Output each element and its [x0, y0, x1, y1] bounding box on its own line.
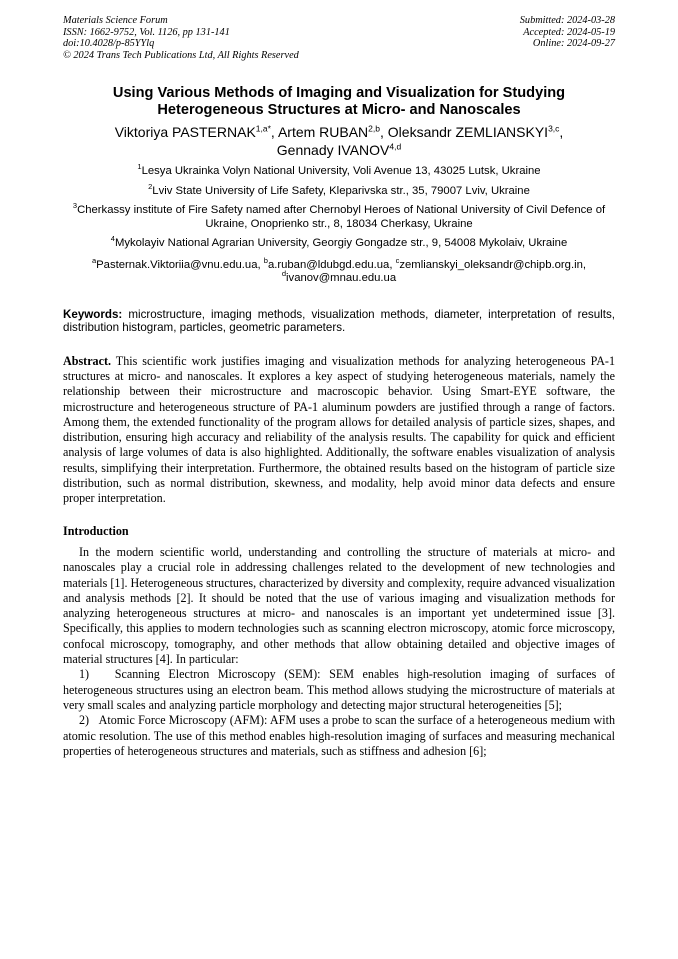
doi-line: doi:10.4028/p-85YYlq	[63, 38, 155, 50]
author-name: Artem RUBAN	[277, 124, 369, 140]
header-right	[520, 15, 615, 50]
affiliation-text: Lesya Ukrainka Volyn National University, Voli Avenue 13, 43025 Lutsk, Ukraine	[141, 165, 541, 177]
email-sup: d	[281, 269, 287, 279]
online-date: Online: 2024-09-27	[532, 38, 615, 50]
author	[115, 124, 278, 140]
paper-page	[63, 15, 615, 759]
keywords-label: Keywords:	[63, 307, 123, 321]
submitted-date: Submitted: 2024-03-28	[519, 15, 615, 26]
affiliation-4	[63, 234, 615, 251]
author-sup: 2,b	[368, 123, 380, 134]
list-item-sem: 1) Scanning Electron Microscopy (SEM): SEM enables high-resolution imaging of surfaces of heterogeneous structures using an electron beam. This method allows studying the microstructure of materials at very small scales and analyzing particle morphology and detecting major structural heterogeneities [5];	[63, 667, 615, 712]
author-sep: ,	[270, 124, 278, 140]
email-sup: b	[263, 255, 268, 265]
affiliation-sup: 4	[110, 234, 115, 244]
journal-header	[63, 15, 615, 63]
list-item-afm: 2) Atomic Force Microscopy (AFM): AFM uses a probe to scan the surface of a heterogeneous medium with atomic resolution. The use of this method enables high-resolution imaging of surfaces and measuring mechanical properties of heterogeneous structures and materials, such as stiffness and adhesion [6];	[63, 713, 615, 758]
abstract	[63, 354, 615, 507]
email-link[interactable]: Pasternak.Viktoriia@vnu.edu.ua,	[96, 258, 264, 271]
author-sep: ,	[559, 124, 564, 140]
paragraph: In the modern scientific world, understanding and controlling the structure of materials at micro- and nanoscales play a crucial role in addressing challenges related to the development of new technologies and materials [1]. Heterogeneous structures, characterized by diversity and complexity, require advanced visualization and analysis methods [2]. It should be noted that the use of various imaging and visualization methods for analyzing heterogeneous structures at micro- and nanoscales is an important yet undetermined issue [3]. Specifically, this applies to modern technologies such as scanning electron microscopy, atomic force microscopy, confocal microscopy, tomography, and other methods that allow obtaining detailed and objective images of material structures [4]. In particular:	[63, 544, 615, 667]
author-sup: 1,a*	[255, 123, 271, 134]
affiliation-sup: 2	[148, 181, 153, 191]
author	[388, 124, 564, 140]
author-sup: 3,c	[548, 123, 560, 134]
affiliation-text: Lviv State University of Life Safety, Kleparivska str., 35, 79007 Lviv, Ukraine	[152, 184, 530, 197]
affiliation-text: Mykolayiv National Agrarian University, Georgiy Gongadze str., 9, 54008 Mykolaiv, Ukraine	[114, 237, 568, 249]
keywords	[63, 308, 615, 335]
abstract-text: This scientific work justifies imaging and visualization methods for analyzing heterogeneous PA-1 structures at micro- and nanoscales. It explores a key aspect of studying heterogeneous materials, namely the relationship between their microstructure and macroscopic behavior. Using Smart-EYE software, the microstructure and heterogeneous structure of PA-1 aluminum powders are justified through a range of factors. Among them, the extended functionality of the program allows for detailed analysis of particle sizes, shapes, and distribution, ensuring high accuracy and reliability of the analysis results. The capability for quick and efficient analysis of large volumes of data is also highlighted. Additionally, the software enables visualization of analysis results, simplifying their interpretation. Furthermore, the obtained results based on the histogram of particle size distribution, such as normal distribution, skewness, and modality, help avoid minor data defects and ensure proper interpretation.	[63, 353, 615, 506]
affiliation-1	[63, 162, 615, 179]
author-list	[63, 124, 615, 159]
introduction-body	[63, 545, 615, 759]
section-heading-introduction: Introduction	[63, 523, 129, 538]
issn-line: ISSN: 1662-9752, Vol. 1126, pp 131-141	[63, 26, 230, 38]
abstract-label: Abstract.	[63, 353, 112, 368]
copyright-line: © 2024 Trans Tech Publications Ltd, All Rights Reserved	[63, 49, 299, 61]
author-name: Viktoriya PASTERNAK	[114, 124, 256, 140]
author-emails	[63, 255, 615, 286]
author	[277, 142, 401, 158]
author-name: Oleksandr ZEMLIANSKYI	[387, 124, 549, 140]
email-link[interactable]: a.ruban@ldubgd.edu.ua,	[267, 258, 396, 271]
paper-title: Using Various Methods of Imaging and Visualization for Studying Heterogeneous Structures at Micro- and Nanoscales	[112, 85, 566, 118]
email-sup: c	[395, 255, 400, 265]
accepted-date: Accepted: 2024-05-19	[523, 26, 615, 38]
keywords-text: microstructure, imaging methods, visualization methods, diameter, interpretation of results, distribution histogram, particles, geometric parameters.	[63, 307, 615, 335]
email-sup: a	[91, 255, 97, 265]
author-name: Gennady IVANOV	[276, 141, 390, 158]
affiliation-sup: 3	[72, 201, 78, 211]
author-sep: ,	[380, 124, 388, 140]
affiliation-sup: 1	[137, 162, 142, 172]
author	[278, 124, 388, 140]
affiliation-3	[63, 201, 615, 231]
email-link[interactable]: ivanov@mnau.edu.ua	[286, 272, 397, 284]
header-left	[63, 15, 299, 61]
author-sup: 4,d	[389, 140, 402, 151]
affiliation-2	[63, 181, 615, 199]
journal-name: Materials Science Forum	[63, 15, 168, 26]
affiliation-text: Cherkassy institute of Fire Safety named after Chernobyl Heroes of National University of Civil Defence of Ukraine, Onoprienko str., 8, 18034 Cherkasy, Ukraine	[77, 204, 606, 230]
email-link[interactable]: zemlianskyi_oleksandr@chipb.org.in,	[399, 258, 587, 271]
